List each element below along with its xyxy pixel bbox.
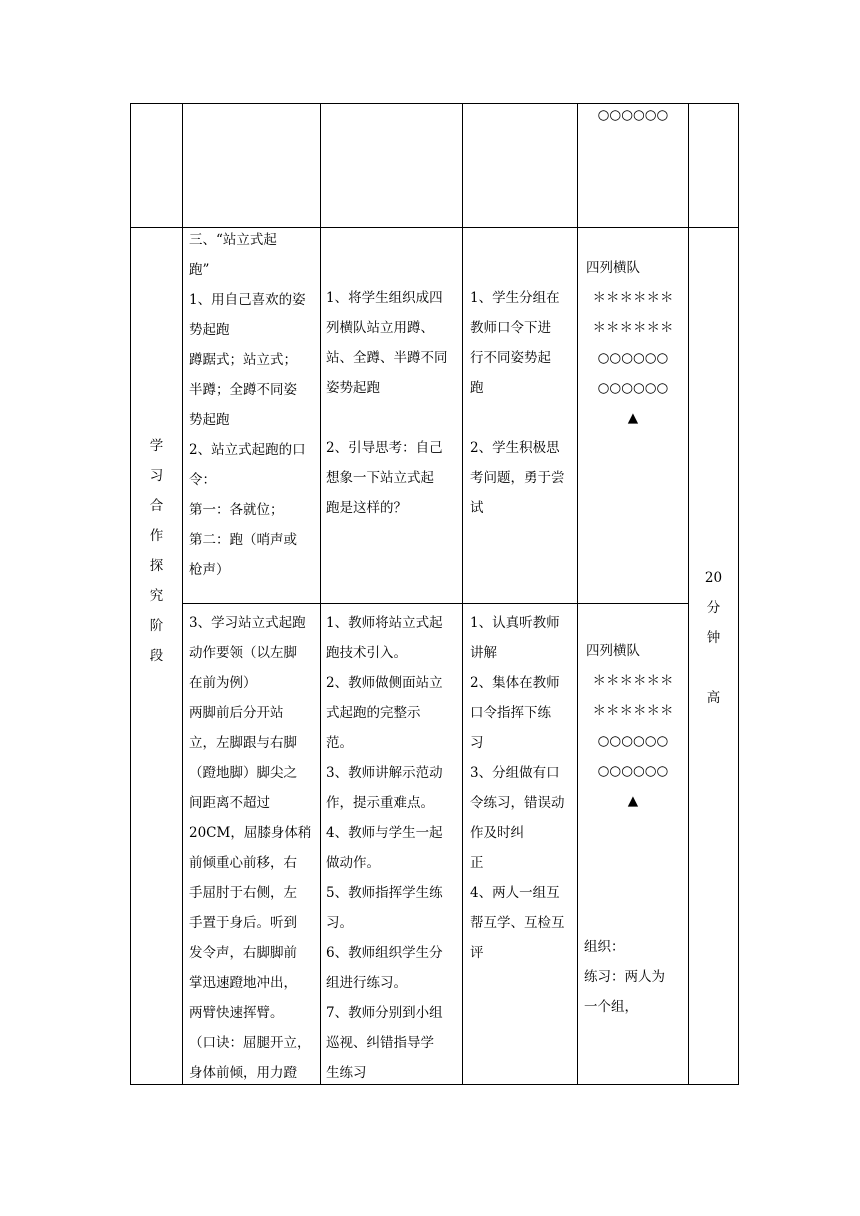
col-line-2 [320, 103, 321, 1085]
organization-note-line: 一个组， [584, 999, 638, 1015]
formation-line: ○○○○○○ [597, 733, 669, 749]
formation-title: 四列横队 [586, 643, 640, 659]
content-line: 手置于身后。听到 [189, 915, 297, 931]
content-line: 间距离不超过 [189, 795, 270, 811]
content-line: 掌迅速蹬地冲出， [189, 975, 297, 991]
row-b-content-cell [189, 608, 319, 1088]
col-line-3 [462, 103, 463, 1085]
teacher-line: 6、教师组织学生分 [326, 945, 443, 961]
teacher-line: 生练习 [326, 1065, 367, 1081]
time-minutes: 20 [704, 570, 723, 586]
teacher-line: 7、教师分别到小组 [326, 1005, 443, 1021]
content-line: 在前为例） [189, 675, 257, 691]
formation-line: ○○○○○○ [597, 107, 669, 123]
row-b-organization-note [584, 932, 688, 1022]
formation-line: ＊＊＊＊＊＊ [592, 320, 674, 336]
teacher-marker-icon: ▲ [627, 410, 639, 426]
student-line: 4、两人一组互 [470, 885, 560, 901]
content-line: 3、学习站立式起跑 [189, 615, 306, 631]
stage-char: 阶 [149, 618, 164, 634]
teacher-line: 式起跑的完整示 [326, 705, 421, 721]
student-line: 作及时纠 [470, 825, 524, 841]
content-line: 两脚前后分开站 [189, 705, 284, 721]
row-a-student-cell [470, 283, 577, 523]
content-line: 三、“站立式起 [189, 232, 277, 248]
stage-char: 合 [149, 498, 164, 514]
content-line: 发令声，右脚脚前 [189, 945, 297, 961]
student-line: 1、学生分组在 [470, 290, 560, 306]
col-line-4 [577, 103, 578, 1085]
row-divider-2 [182, 603, 688, 604]
formation-line: ＊＊＊＊＊＊ [592, 703, 674, 719]
organization-note-line: 组织： [584, 939, 625, 955]
content-line: 势起跑 [189, 322, 230, 338]
teacher-line: 跑技术引入。 [326, 645, 407, 661]
time-cell [689, 563, 738, 713]
content-line: 20CM，屈膝身体稍 [189, 825, 312, 841]
content-line: 前倾重心前移，右 [189, 855, 297, 871]
time-unit-char: 钟 [706, 630, 721, 646]
formation-line: ＊＊＊＊＊＊ [592, 673, 674, 689]
stage-char: 究 [149, 588, 164, 604]
formation-line: ○○○○○○ [597, 350, 669, 366]
teacher-line: 4、教师与学生一起 [326, 825, 443, 841]
student-line [470, 403, 577, 433]
row-b-teacher-cell [326, 608, 462, 1088]
teacher-line: 想象一下站立式起 [326, 470, 434, 486]
teacher-line [326, 403, 462, 433]
row-a-organization-cell [578, 253, 688, 433]
content-line: 势起跑 [189, 412, 230, 428]
content-line: 动作要领（以左脚 [189, 645, 297, 661]
time-unit-char: 分 [706, 600, 721, 616]
teacher-line: 2、引导思考：自己 [326, 440, 443, 456]
stage-char: 习 [149, 468, 164, 484]
organization-note-line: 练习：两人为 [584, 969, 665, 985]
content-line: 第一：各就位； [189, 502, 284, 518]
stage-char: 段 [149, 648, 164, 664]
formation-title: 四列横队 [586, 260, 640, 276]
content-line: （口诀：屈腿开立， [189, 1035, 311, 1051]
student-line: 1、认真听教师 [470, 615, 560, 631]
content-line: 两臂快速挥臂。 [189, 1005, 284, 1021]
content-line: 2、站立式起跑的口 [189, 442, 306, 458]
student-line: 2、学生积极思 [470, 440, 560, 456]
content-line: 1、用自己喜欢的姿 [189, 292, 306, 308]
content-line: 令： [189, 472, 216, 488]
row-a-content-cell [189, 225, 319, 585]
teacher-line: 作，提示重难点。 [326, 795, 434, 811]
content-line: 身体前倾，用力蹬 [189, 1065, 297, 1081]
col-line-6 [738, 103, 739, 1085]
teacher-line: 范。 [326, 735, 353, 751]
student-line: 令练习，错误动 [470, 795, 565, 811]
row-b-organization-cell [578, 636, 688, 816]
formation-line: ○○○○○○ [597, 763, 669, 779]
teacher-line: 跑是这样的？ [326, 500, 407, 516]
student-line: 习 [470, 735, 484, 751]
student-line: 正 [470, 855, 484, 871]
student-line: 口令指挥下练 [470, 705, 551, 721]
student-line: 讲解 [470, 645, 497, 661]
teacher-line: 站、全蹲、半蹲不同 [326, 350, 448, 366]
content-line: 半蹲；全蹲不同姿 [189, 382, 297, 398]
content-line: （蹬地脚）脚尖之 [189, 765, 297, 781]
teacher-line: 2、教师做侧面站立 [326, 675, 443, 691]
teacher-line: 5、教师指挥学生练 [326, 885, 443, 901]
row-a-teacher-cell [326, 283, 462, 523]
teacher-marker-icon: ▲ [627, 793, 639, 809]
content-line: 蹲踞式；站立式； [189, 352, 297, 368]
row-b-student-cell [470, 608, 577, 968]
teacher-line: 做动作。 [326, 855, 380, 871]
student-line: 2、集体在教师 [470, 675, 560, 691]
stage-cell [131, 431, 182, 671]
student-line: 评 [470, 945, 484, 961]
student-line: 试 [470, 500, 484, 516]
col-line-1 [182, 103, 183, 1085]
teacher-line: 组进行练习。 [326, 975, 407, 991]
top-formation-cell [578, 102, 688, 128]
student-line: 3、分组做有口 [470, 765, 560, 781]
content-line: 立，左脚跟与右脚 [189, 735, 297, 751]
content-line: 枪声） [189, 562, 230, 578]
student-line: 行不同姿势起 [470, 350, 551, 366]
teacher-line: 姿势起跑 [326, 380, 380, 396]
student-line: 帮互学、互检互 [470, 915, 565, 931]
teacher-line: 习。 [326, 915, 353, 931]
teacher-line: 巡视、纠错指导学 [326, 1035, 434, 1051]
formation-line: ＊＊＊＊＊＊ [592, 290, 674, 306]
content-line: 第二：跑（哨声或 [189, 532, 297, 548]
teacher-line: 1、教师将站立式起 [326, 615, 443, 631]
stage-char: 探 [149, 558, 164, 574]
formation-line: ○○○○○○ [597, 380, 669, 396]
student-line: 考问题，勇于尝 [470, 470, 565, 486]
content-line: 手屈肘于右侧，左 [189, 885, 297, 901]
stage-char: 学 [149, 438, 164, 454]
intensity-label: 高 [706, 690, 721, 706]
teacher-line: 1、将学生组织成四 [326, 290, 443, 306]
stage-char: 作 [149, 528, 164, 544]
teacher-line: 3、教师讲解示范动 [326, 765, 443, 781]
student-line: 教师口令下进 [470, 320, 551, 336]
content-line: 跑” [189, 262, 210, 278]
student-line: 跑 [470, 380, 484, 396]
teacher-line: 列横队站立用蹲、 [326, 320, 434, 336]
